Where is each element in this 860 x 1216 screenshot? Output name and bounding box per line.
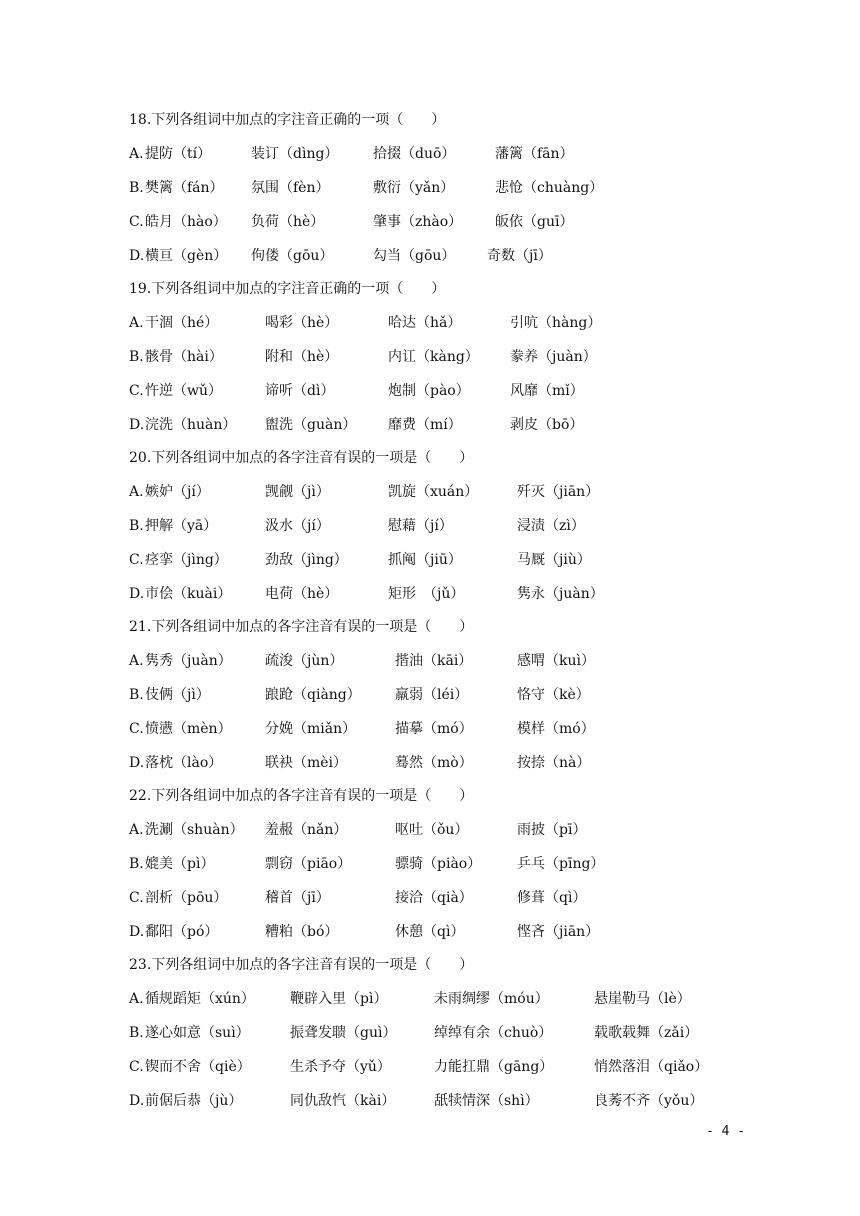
question-title: 18.下列各组词中加点的字注音正确的一项（ ） <box>129 112 446 128</box>
option-word: 矩形 （jǔ） <box>388 586 465 602</box>
option-word: 氛围（fèn） <box>251 180 330 196</box>
option-word: 市侩（kuài） <box>145 586 232 602</box>
option-word: 前倨后恭（jù） <box>145 1093 243 1109</box>
option-row-c <box>129 374 769 408</box>
option-word: 踉跄（qiàng） <box>265 687 361 703</box>
option-word: 呕吐（ǒu） <box>395 822 469 838</box>
option-label: D. <box>129 924 145 940</box>
option-word: 休憩（qì） <box>395 924 465 940</box>
option-word: 干涸（hé） <box>145 315 219 331</box>
option-word: 雨披（pī） <box>517 822 587 838</box>
option-row-d <box>129 577 769 611</box>
option-word: 鞭辟入里（pì） <box>290 991 388 1007</box>
option-label: D. <box>129 1093 145 1109</box>
question-19 <box>129 272 769 442</box>
option-word: 模样（mó） <box>517 721 595 737</box>
option-word: 喝彩（hè） <box>265 315 339 331</box>
option-word: 循规蹈矩（xún） <box>145 991 255 1007</box>
question-title: 20.下列各组词中加点的各字注音有误的一项是（ ） <box>129 450 474 466</box>
option-row-c <box>129 712 769 746</box>
question-18 <box>129 103 769 273</box>
question-23 <box>129 948 769 1118</box>
option-label: A. <box>129 146 144 162</box>
option-word: 隽永（juàn） <box>517 586 604 602</box>
option-word: 分娩（miǎn） <box>265 721 357 737</box>
option-word: 同仇敌忾（kài） <box>290 1093 396 1109</box>
option-label: C. <box>129 383 144 399</box>
question-title: 19.下列各组词中加点的字注音正确的一项（ ） <box>129 281 446 297</box>
option-label: A. <box>129 653 144 669</box>
option-word: 装订（dìng） <box>251 146 339 162</box>
option-word: 未雨绸缪（móu） <box>434 991 549 1007</box>
option-word: 悭吝（jiān） <box>517 924 600 940</box>
option-label: D. <box>129 417 145 433</box>
option-word: 藩篱（fān） <box>495 146 574 162</box>
option-word: 悲怆（chuàng） <box>495 180 604 196</box>
option-label: C. <box>129 890 144 906</box>
option-word: 浸渍（zì） <box>517 518 585 534</box>
option-row-b <box>129 1016 769 1050</box>
option-word: 凯旋（xuán） <box>388 484 479 500</box>
option-word: 接洽（qià） <box>395 890 473 906</box>
option-row-b <box>129 509 769 543</box>
option-row-a <box>129 306 769 340</box>
option-row-b <box>129 340 769 374</box>
option-word: 风靡（mǐ） <box>510 383 584 399</box>
option-word: 媲美（pì） <box>145 856 215 872</box>
option-word: 慰藉（jí） <box>388 518 453 534</box>
option-label: B. <box>129 518 144 534</box>
option-label: B. <box>129 856 144 872</box>
option-word: 提防（tí） <box>145 146 212 162</box>
option-word: 谛听（dì） <box>265 383 335 399</box>
option-row-d <box>129 239 769 273</box>
option-label: B. <box>129 349 144 365</box>
option-word: 振聋发聩（guì） <box>290 1025 397 1041</box>
option-row-d <box>129 746 769 780</box>
option-word: 豢养（juàn） <box>510 349 597 365</box>
option-word: 横亘（gèn） <box>145 248 228 264</box>
option-label: D. <box>129 755 145 771</box>
option-word: 肇事（zhào） <box>373 214 463 230</box>
option-word: 载歌载舞（zǎi） <box>594 1025 699 1041</box>
option-word: 悬崖勒马（lè） <box>594 991 691 1007</box>
option-word: 感喟（kuì） <box>517 653 595 669</box>
option-word: 痉挛（jìng） <box>145 552 228 568</box>
option-row-c <box>129 1050 769 1084</box>
option-label: B. <box>129 180 144 196</box>
option-label: D. <box>129 248 145 264</box>
question-20 <box>129 441 769 611</box>
option-word: 愤懑（mèn） <box>145 721 232 737</box>
option-word: 描摹（mó） <box>395 721 473 737</box>
option-word: 忤逆（wǔ） <box>145 383 222 399</box>
option-row-a <box>129 475 769 509</box>
option-word: 伎俩（jì） <box>145 687 210 703</box>
option-word: 负荷（hè） <box>251 214 325 230</box>
option-word: 劲敌（jìng） <box>265 552 348 568</box>
option-word: 恪守（kè） <box>517 687 590 703</box>
option-word: 骸骨（hài） <box>145 349 223 365</box>
option-row-d <box>129 915 769 949</box>
option-word: 拾掇（duō） <box>373 146 456 162</box>
option-label: C. <box>129 552 144 568</box>
option-word: 勾当（gōu） <box>373 248 456 264</box>
option-word: 樊篱（fán） <box>145 180 224 196</box>
option-row-d <box>129 1084 769 1118</box>
option-word: 洗涮（shuàn） <box>145 822 244 838</box>
option-word: 皈依（guī） <box>495 214 574 230</box>
option-word: 糟粕（bó） <box>265 924 339 940</box>
option-word: 生杀予夺（yǔ） <box>290 1059 391 1075</box>
option-word: 汲水（jí） <box>265 518 330 534</box>
option-word: 骠骑（piào） <box>395 856 482 872</box>
option-word: 力能扛鼎（gāng） <box>434 1059 554 1075</box>
option-label: C. <box>129 1059 144 1075</box>
question-21 <box>129 610 769 780</box>
option-row-c <box>129 881 769 915</box>
option-row-c <box>129 205 769 239</box>
option-word: 敷衍（yǎn） <box>373 180 455 196</box>
option-row-a <box>129 813 769 847</box>
option-label: A. <box>129 991 144 1007</box>
option-word: 佝偻（gōu） <box>251 248 334 264</box>
option-word: 内讧（kàng） <box>388 349 479 365</box>
option-word: 鄱阳（pó） <box>145 924 219 940</box>
option-word: 良莠不齐（yǒu） <box>594 1093 704 1109</box>
option-word: 剖析（pōu） <box>145 890 228 906</box>
option-label: B. <box>129 687 144 703</box>
option-word: 炮制（pào） <box>388 383 470 399</box>
option-word: 绰绰有余（chuò） <box>434 1025 553 1041</box>
option-label: A. <box>129 822 144 838</box>
option-word: 浣洗（huàn） <box>145 417 237 433</box>
option-row-a <box>129 137 769 171</box>
question-title: 21.下列各组词中加点的各字注音有误的一项是（ ） <box>129 619 474 635</box>
option-word: 揩油（kāi） <box>395 653 473 669</box>
option-word: 羞赧（nǎn） <box>265 822 348 838</box>
option-word: 歼灭（jiān） <box>517 484 600 500</box>
option-row-a <box>129 982 769 1016</box>
option-row-b <box>129 678 769 712</box>
option-word: 奇数（jī） <box>487 248 552 264</box>
option-label: B. <box>129 1025 144 1041</box>
option-row-d <box>129 408 769 442</box>
option-word: 盥洗（guàn） <box>265 417 357 433</box>
option-word: 修葺（qì） <box>517 890 587 906</box>
option-word: 剽窃（piāo） <box>265 856 352 872</box>
option-word: 觊觎（jì） <box>265 484 330 500</box>
option-label: A. <box>129 484 144 500</box>
option-row-b <box>129 847 769 881</box>
option-row-a <box>129 644 769 678</box>
question-22 <box>129 779 769 949</box>
option-label: D. <box>129 586 145 602</box>
option-word: 皓月（hào） <box>145 214 227 230</box>
option-word: 遂心如意（suì） <box>145 1025 250 1041</box>
page-number: - 4 - <box>706 1124 746 1139</box>
option-word: 疏浚（jùn） <box>265 653 344 669</box>
option-row-c <box>129 543 769 577</box>
option-word: 稽首（jī） <box>265 890 330 906</box>
option-word: 隽秀（juàn） <box>145 653 232 669</box>
option-word: 引吭（hàng） <box>510 315 602 331</box>
option-word: 抓阄（jiū） <box>388 552 462 568</box>
option-word: 蓦然（mò） <box>395 755 473 771</box>
option-word: 马厩（jiù） <box>517 552 591 568</box>
option-label: C. <box>129 214 144 230</box>
question-title: 23.下列各组词中加点的各字注音有误的一项是（ ） <box>129 957 474 973</box>
option-word: 嫉妒（jí） <box>145 484 210 500</box>
option-word: 哈达（hǎ） <box>388 315 462 331</box>
option-word: 剥皮（bō） <box>510 417 584 433</box>
option-row-b <box>129 171 769 205</box>
option-word: 押解（yā） <box>145 518 218 534</box>
option-word: 附和（hè） <box>265 349 339 365</box>
option-word: 靡费（mí） <box>388 417 462 433</box>
option-word: 乒乓（pīng） <box>517 856 605 872</box>
option-word: 羸弱（léi） <box>395 687 469 703</box>
option-word: 锲而不舍（qiè） <box>145 1059 251 1075</box>
option-label: C. <box>129 721 144 737</box>
option-word: 悄然落泪（qiǎo） <box>594 1059 709 1075</box>
option-word: 电荷（hè） <box>265 586 339 602</box>
question-title: 22.下列各组词中加点的各字注音有误的一项是（ ） <box>129 788 474 804</box>
option-word: 按捺（nà） <box>517 755 591 771</box>
option-word: 落枕（lào） <box>145 755 223 771</box>
option-label: A. <box>129 315 144 331</box>
option-word: 舐犊情深（shì） <box>434 1093 539 1109</box>
option-word: 联袂（mèi） <box>265 755 348 771</box>
